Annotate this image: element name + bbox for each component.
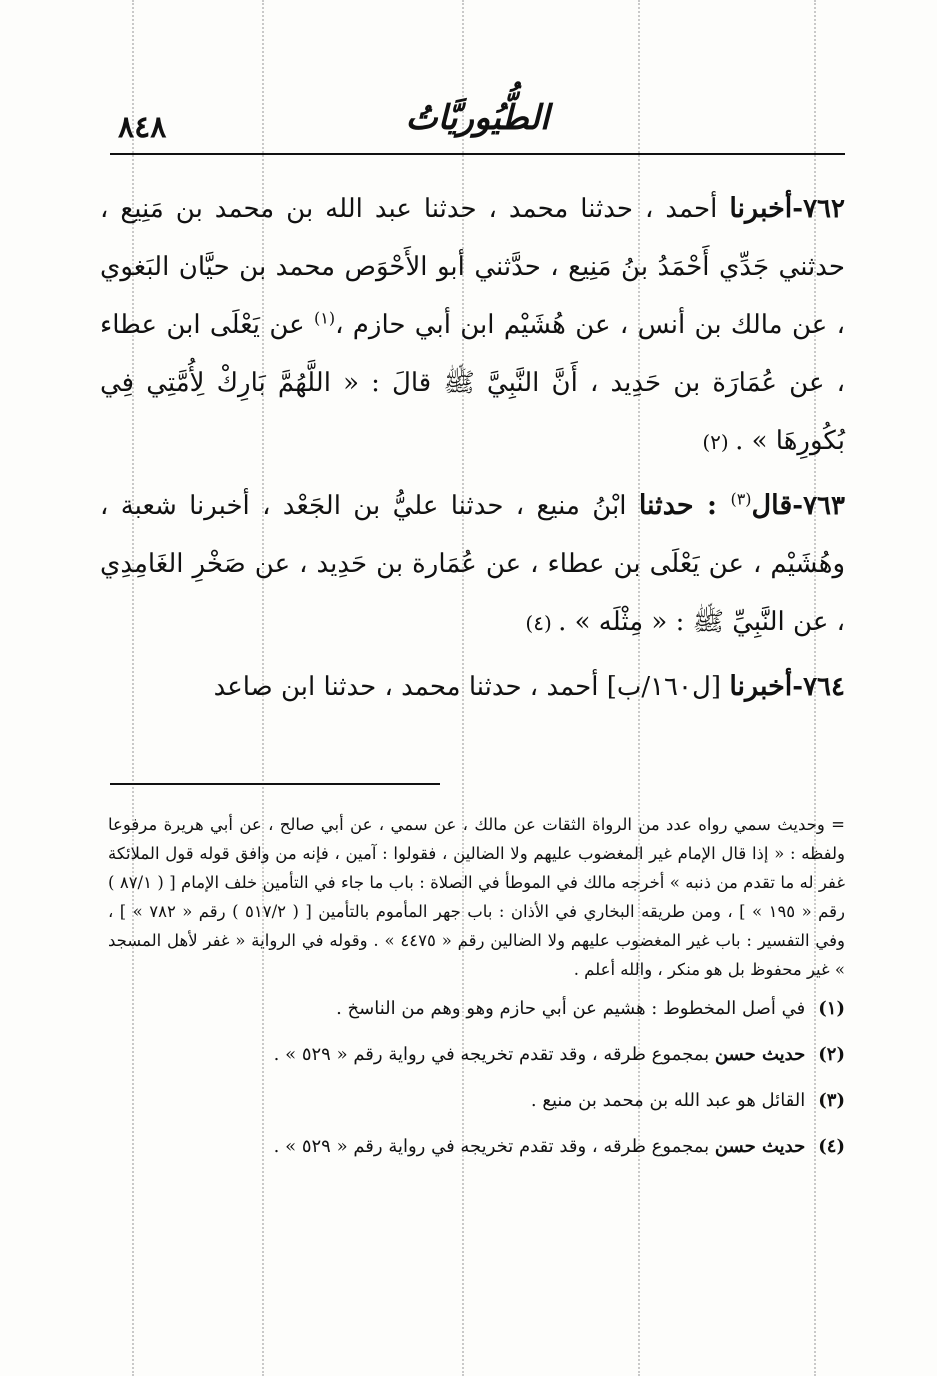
hadith-762 — [100, 180, 845, 471]
hadith-keyword: قال — [751, 490, 793, 521]
hadith-763 — [100, 477, 845, 652]
hadith-keyword: : حدثنا — [638, 490, 731, 521]
hadith-number: ٧٦٣- — [792, 491, 845, 521]
footnote-text: في أصل المخطوط : هشيم عن أبي حازم وهو وهم من الناسخ . — [336, 998, 806, 1019]
hadith-text: [ل١٦٠/ب] أحمد ، حدثنا محمد ، حدثنا ابن صاعد — [213, 672, 730, 702]
footnote-mark: (١) — [818, 998, 845, 1019]
running-title: الطُّيُوريَّاتُ — [405, 98, 550, 138]
footnote-mark: (٢) — [818, 1044, 845, 1065]
footnote-mark: (٤) — [818, 1136, 845, 1157]
footnote-ref[interactable]: (٣) — [730, 489, 752, 509]
footnote-ref[interactable]: (٤) — [525, 611, 559, 635]
hadith-number: ٧٦٢- — [792, 194, 845, 224]
footnote-ref[interactable]: (١) — [313, 308, 336, 328]
footnote-text: القائل هو عبد الله بن محمد بن منيع . — [530, 1090, 806, 1111]
footnotes — [108, 810, 845, 1180]
footnote-text: بمجموع طرقه ، وقد تقدم تخريجه في رواية رقم « ٥٢٩ » . — [273, 1136, 715, 1157]
footnote-grade: حديث حسن — [714, 1136, 806, 1157]
footnote-mark: (٣) — [818, 1090, 845, 1111]
hadith-text: عن يَعْلَى ابن عطاء ، عن عُمَارَة بن حَدِيد ، أَنَّ النَّبِيَّ ﷺ قالَ : « اللَّهُمَّ بَارِكْ لِأُمَّتِي فِي بُكُورِهَا » . — [100, 310, 845, 456]
page-header — [110, 92, 845, 154]
hadith-764 — [100, 658, 845, 716]
hadith-text: ابْنُ منيع ، حدثنا عليُّ بن الجَعْد ، أخبرنا شعبة ، وهُشَيْم ، عن يَعْلَى بن عطاء ، عن عُمَارة بن حَدِيد ، عن صَخْرِ الغَامِدِي ، عن النَّبِيِّ ﷺ : « مِثْلَه » . — [100, 491, 845, 637]
footnote-2 — [108, 1042, 845, 1068]
hadith-number: ٧٦٤- — [792, 672, 845, 702]
page-number: ٨٤٨ — [118, 110, 167, 145]
footnote-4 — [108, 1134, 845, 1160]
hadith-keyword: أخبرنا — [729, 671, 793, 702]
hadith-keyword: أخبرنا — [729, 193, 793, 224]
main-text — [100, 180, 845, 722]
footnote-3 — [108, 1088, 845, 1114]
footnote-1 — [108, 996, 845, 1022]
footnote-rule — [110, 783, 440, 785]
footnote-grade: حديث حسن — [714, 1044, 806, 1065]
hadith-text: أحمد ، حدثنا محمد ، حدثنا عبد الله بن محمد بن مَنِيع ، حدثني جَدِّي أَحْمَدُ بنُ مَنِيع ، حدَّثني أبو الأَحْوَص محمد بن حيَّان البَغوي ، عن مالك بن أنس ، عن هُشَيْم ابن أبي حازم ، — [100, 194, 845, 340]
header-rule — [110, 153, 845, 155]
footnote-ref[interactable]: (٢) — [702, 430, 736, 454]
footnote-continuation: = وحديث سمي رواه عدد من الرواة الثقات عن مالك ، عن سمي ، عن أبي صالح ، عن أبي هريرة مرفوعا ولفظه : « إذا قال الإمام غير المغضوب عليهم ولا الضالين ، فقولوا : آمين ، فإنه من وافق قوله قول الملائكة غفر له ما تقدم من ذنبه » أخرجه مالك في الموطأ في الصلاة : باب ما جاء في التأمين خلف الإمام [ ( ٨٧/١ ) رقم « ١٩٥ » ] ، ومن طريقه البخاري في الأذان : باب جهر المأموم بالتأمين [ ( ٥١٧/٢ ) رقم « ٧٨٢ » ] ، وفي التفسير : باب غير المغضوب عليهم ولا الضالين رقم « ٤٤٧٥ » . وقوله في الرواية « غفر لأهل المسجد » غير محفوظ بل هو منكر ، والله أعلم . — [108, 815, 846, 979]
footnote-text: بمجموع طرقه ، وقد تقدم تخريجه في رواية رقم « ٥٢٩ » . — [273, 1044, 715, 1065]
